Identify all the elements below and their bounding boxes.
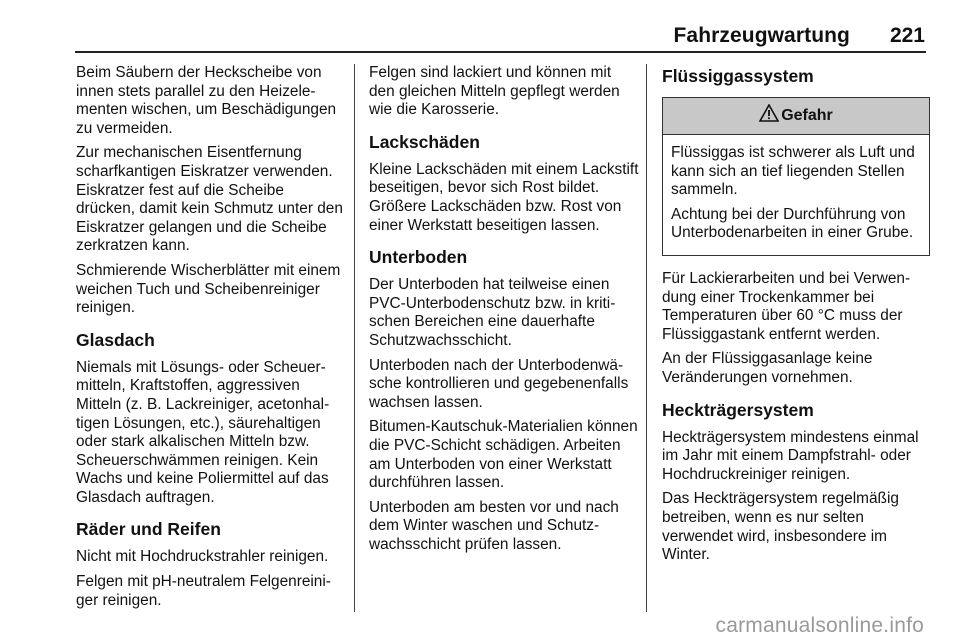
heading-unterboden: Unterboden: [369, 247, 468, 268]
heading-raeder-reifen: Räder und Reifen: [76, 519, 221, 540]
header-divider: [75, 51, 926, 53]
paragraph: Unterboden nach der Unterbodenwäsche kontrollieren und gegebenenfalls wachsen lassen.: [369, 356, 629, 411]
column-divider-1: [354, 64, 355, 612]
paragraph: Achtung bei der Durchführung von Unterbodenarbeiten in einer Grube.: [671, 205, 914, 242]
paragraph: Beim Säubern der Heckscheibe von innen stets parallel zu den Heizelementen wischen, um Beschädigungen zu vermeiden.: [76, 64, 337, 137]
column-2: [369, 64, 639, 610]
paragraph: An der Flüssiggasanlage keine Veränderungen vornehmen.: [662, 350, 873, 386]
heading-hecktraegersystem: Heckträgersystem: [662, 399, 814, 420]
paragraph: Der Unterboden hat teilweise einen PVC-Unterbodenschutz bzw. in kritischen Bereichen eine dauerhafte Schutzwachsschicht.: [369, 276, 616, 349]
paragraph: Niemals mit Lösungs- oder Scheuermitteln, Kraftstoffen, aggressiven Mitteln (z. B. Lackreiniger, acetonhaltigen Lösungen, etc.), säurehaltigen oder stark alkalischen Mitteln bzw. Scheuerschwämmen reinigen. Kein Wachs und keine Poliermittel auf das Glasdach auftragen.: [76, 358, 330, 506]
paragraph: Schmierende Wischerblätter mit einem weichen Tuch und Scheibenreiniger reinigen.: [76, 261, 341, 317]
paragraph: Das Heckträgersystem regelmäßig betreiben, wenn es nur selten verwendet wird, insbesondere im Winter.: [662, 490, 899, 564]
section-title: Fahrzeugwartung: [673, 24, 850, 47]
heading-glasdach: Glasdach: [76, 329, 155, 350]
paragraph: Zur mechanischen Eisentfernung scharfkantigen Eiskratzer verwenden. Eiskratzer fest auf die Scheibe drücken, damit kein Schmutz unter den Eiskratzer gelangen und die Scheibe zerkratzen kann.: [76, 144, 343, 255]
paragraph: Bitumen-Kautschuk-Materialien können die PVC-Schicht schädigen. Arbeiten am Unterboden von einer Werkstatt durchführen lassen.: [369, 418, 638, 492]
paragraph: Felgen sind lackiert und können mit den gleichen Mitteln gepflegt werden wie die Karosserie.: [369, 64, 620, 119]
paragraph: Für Lackierarbeiten und bei Verwendung einer Trockenkammer bei Temperaturen über 60 °C muss der Flüssiggastank entfernt werden.: [662, 269, 911, 343]
paragraph: Felgen mit pH-neutralem Felgenreiniger reinigen.: [76, 573, 331, 609]
paragraph: Nicht mit Hochdruckstrahler reinigen.: [76, 548, 329, 566]
page-header: [0, 0, 960, 56]
warning-box: [662, 97, 930, 256]
heading-fluessiggassystem: Flüssiggassystem: [662, 66, 814, 86]
column-1: [76, 64, 344, 610]
paragraph: Kleine Lackschäden mit einem Lackstift beseitigen, bevor sich Rost bildet. Größere Lackschäden bzw. Rost von einer Werkstatt beseitigen lassen.: [369, 160, 639, 234]
column-divider-2: [646, 64, 647, 612]
warning-title: Gefahr: [781, 106, 833, 124]
paragraph: Flüssiggas ist schwerer als Luft und kann sich an tief liegenden Stellen sammeln.: [671, 144, 915, 199]
warning-body: [663, 135, 929, 255]
column-3: [662, 64, 930, 610]
paragraph: Heckträgersystem mindestens einmal im Jahr mit einem Dampfstrahl- oder Hochdruckreiniger reinigen.: [662, 428, 919, 483]
paragraph: Unterboden am besten vor und nach dem Winter waschen und Schutzwachsschicht prüfen lassen.: [369, 498, 619, 553]
heading-lackschaeden: Lackschäden: [369, 131, 480, 152]
warning-triangle-icon: [759, 104, 779, 128]
warning-header: [663, 98, 929, 135]
watermark-text: carmanualsonline.info: [715, 614, 924, 637]
page-number: 221: [889, 24, 925, 47]
